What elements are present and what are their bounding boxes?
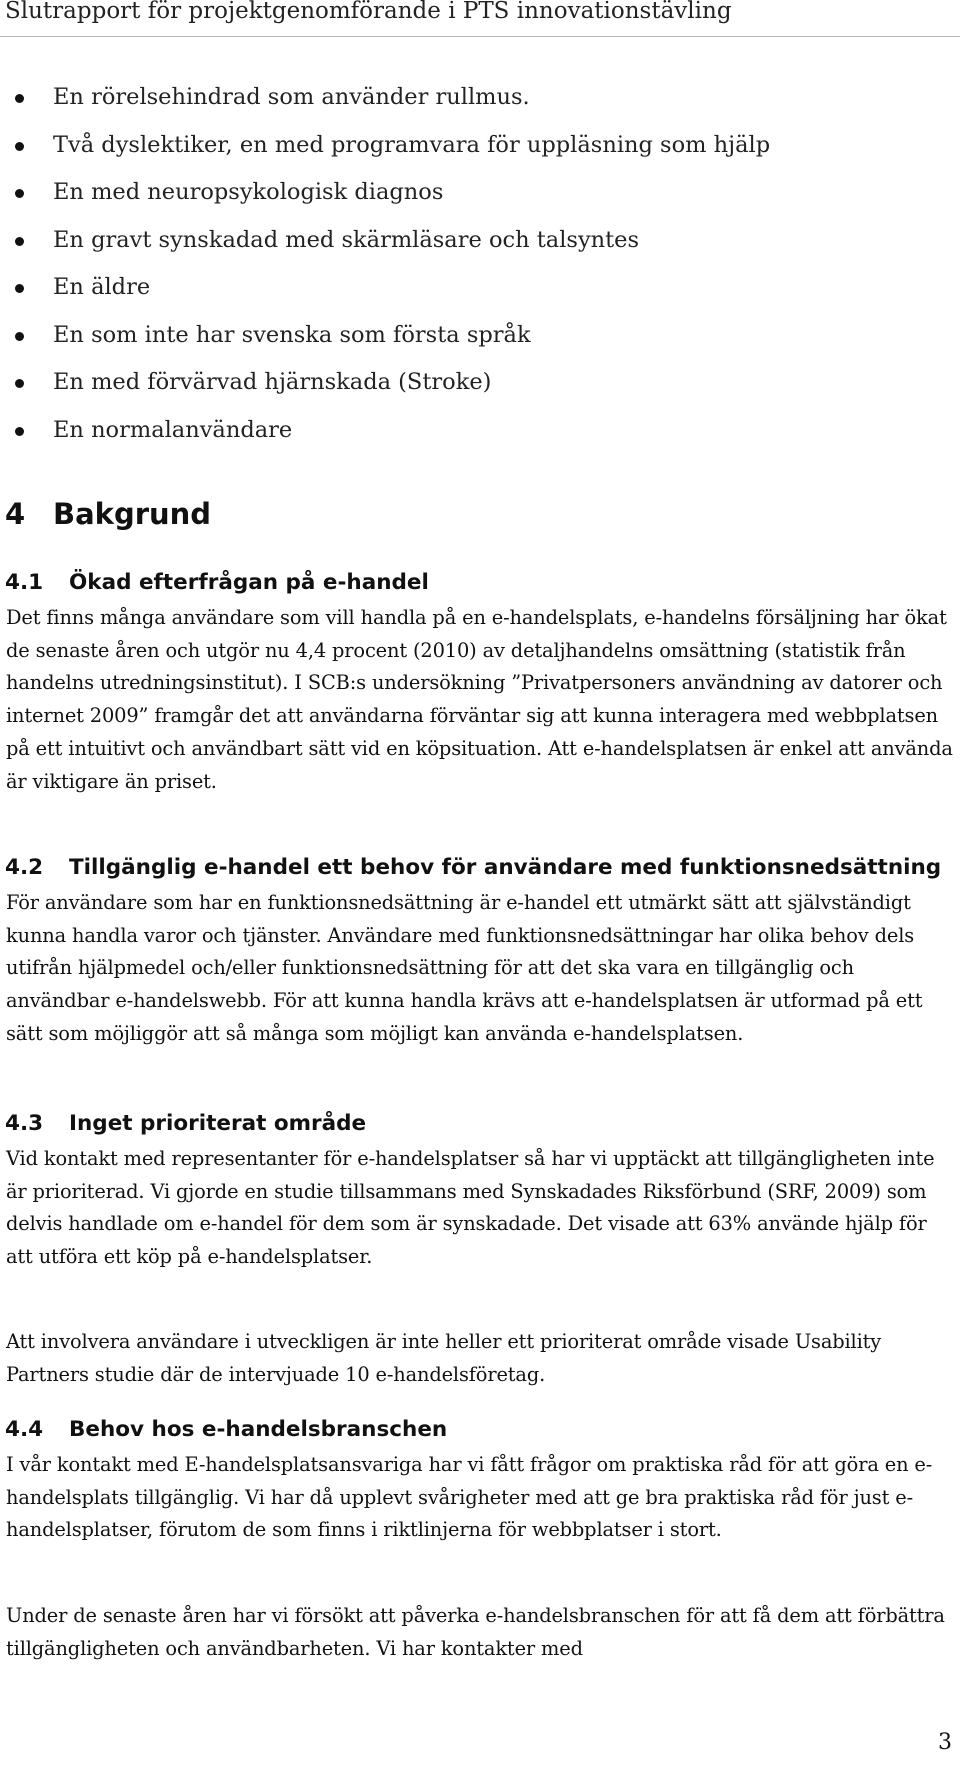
- running-header: Slutrapport för projektgenomförande i PTS innovationstävling: [5, 0, 732, 24]
- list-item: Två dyslektiker, en med programvara för uppläsning som hjälp: [0, 122, 770, 170]
- bullet-icon: [15, 189, 24, 198]
- bullet-icon: [15, 427, 24, 436]
- subsection-heading-4-3: 4.3 Inget prioriterat område: [5, 1111, 367, 1136]
- paragraph-4-3-a: Vid kontakt med representanter för e-handelsplatser så har vi upptäckt att tillgängligheten inte är prioriterad. Vi gjorde en studie tillsammans med Synskadades Riksförbund (SRF, 2009) som delvis handlade om e-handel för dem som är synskadade. Det visade att 63% använde hjälp för att utföra ett köp på e-handelsplatser.: [6, 1147, 935, 1269]
- participant-bullet-list: [0, 74, 770, 454]
- subsection-heading-4-4: 4.4 Behov hos e-handelsbranschen: [5, 1417, 448, 1442]
- bullet-icon: [15, 332, 24, 341]
- paragraph-4-4-b: Under de senaste åren har vi försökt att påverka e-handelsbranschen för att få dem att förbättra tillgängligheten och användbarheten. Vi har kontakter med: [6, 1604, 945, 1660]
- bullet-icon: [15, 94, 24, 103]
- subsection-heading-4-2: 4.2 Tillgänglig e-handel ett behov för användare med funktionsnedsättning: [5, 855, 942, 880]
- page-number: 3: [938, 1730, 952, 1755]
- section-heading-4: 4 Bakgrund: [5, 497, 212, 531]
- list-item: En äldre: [0, 264, 770, 312]
- list-item: En rörelsehindrad som använder rullmus.: [0, 74, 770, 122]
- list-item: En med neuropsykologisk diagnos: [0, 169, 770, 217]
- paragraph-4-4-a: I vår kontakt med E-handelsplatsansvariga har vi fått frågor om praktiska råd för att göra en e-handelsplats tillgänglig. Vi har då upplevt svårigheter med att ge bra praktiska råd för just e-handelsplatser, förutom de som finns i riktlinjerna för webbplatser i stort.: [6, 1453, 933, 1542]
- list-item: En som inte har svenska som första språk: [0, 312, 770, 360]
- list-item: En normalanvändare: [0, 407, 770, 455]
- bullet-icon: [15, 284, 24, 293]
- bullet-icon: [15, 379, 24, 388]
- paragraph-4-3-b: Att involvera användare i utveckligen är inte heller ett prioriterat område visade Usability Partners studie där de intervjuade 10 e-handelsföretag.: [6, 1330, 882, 1386]
- list-item: En med förvärvad hjärnskada (Stroke): [0, 359, 770, 407]
- paragraph-4-1: Det finns många användare som vill handla på en e-handelsplats, e-handelns försäljning har ökat de senaste åren och utgör nu 4,4 procent (2010) av detaljhandelns omsättning (statistik från handelns utredningsinstitut). I SCB:s undersökning ”Privatpersoners användning av datorer och internet 2009” framgår det att användarna förväntar sig att kunna interagera med webbplatsen på ett intuitivt och användbart sätt vid en köpsituation. Att e-handelsplatsen är enkel att använda är viktigare än priset.: [6, 606, 953, 793]
- subsection-heading-4-1: 4.1 Ökad efterfrågan på e-handel: [5, 570, 429, 595]
- list-item: En gravt synskadad med skärmläsare och talsyntes: [0, 217, 770, 265]
- header-divider: [0, 36, 960, 37]
- bullet-icon: [15, 142, 24, 151]
- bullet-icon: [15, 237, 24, 246]
- paragraph-4-2: För användare som har en funktionsnedsättning är e-handel ett utmärkt sätt att självständigt kunna handla varor och tjänster. Användare med funktionsnedsättningar har olika behov dels utifrån hjälpmedel och/eller funktionsnedsättning för att det ska vara en tillgänglig och användbar e-handelswebb. För att kunna handla krävs att e-handelsplatsen är utformad på ett sätt som möjliggör att så många som möjligt kan använda e-handelsplatsen.: [6, 891, 923, 1045]
